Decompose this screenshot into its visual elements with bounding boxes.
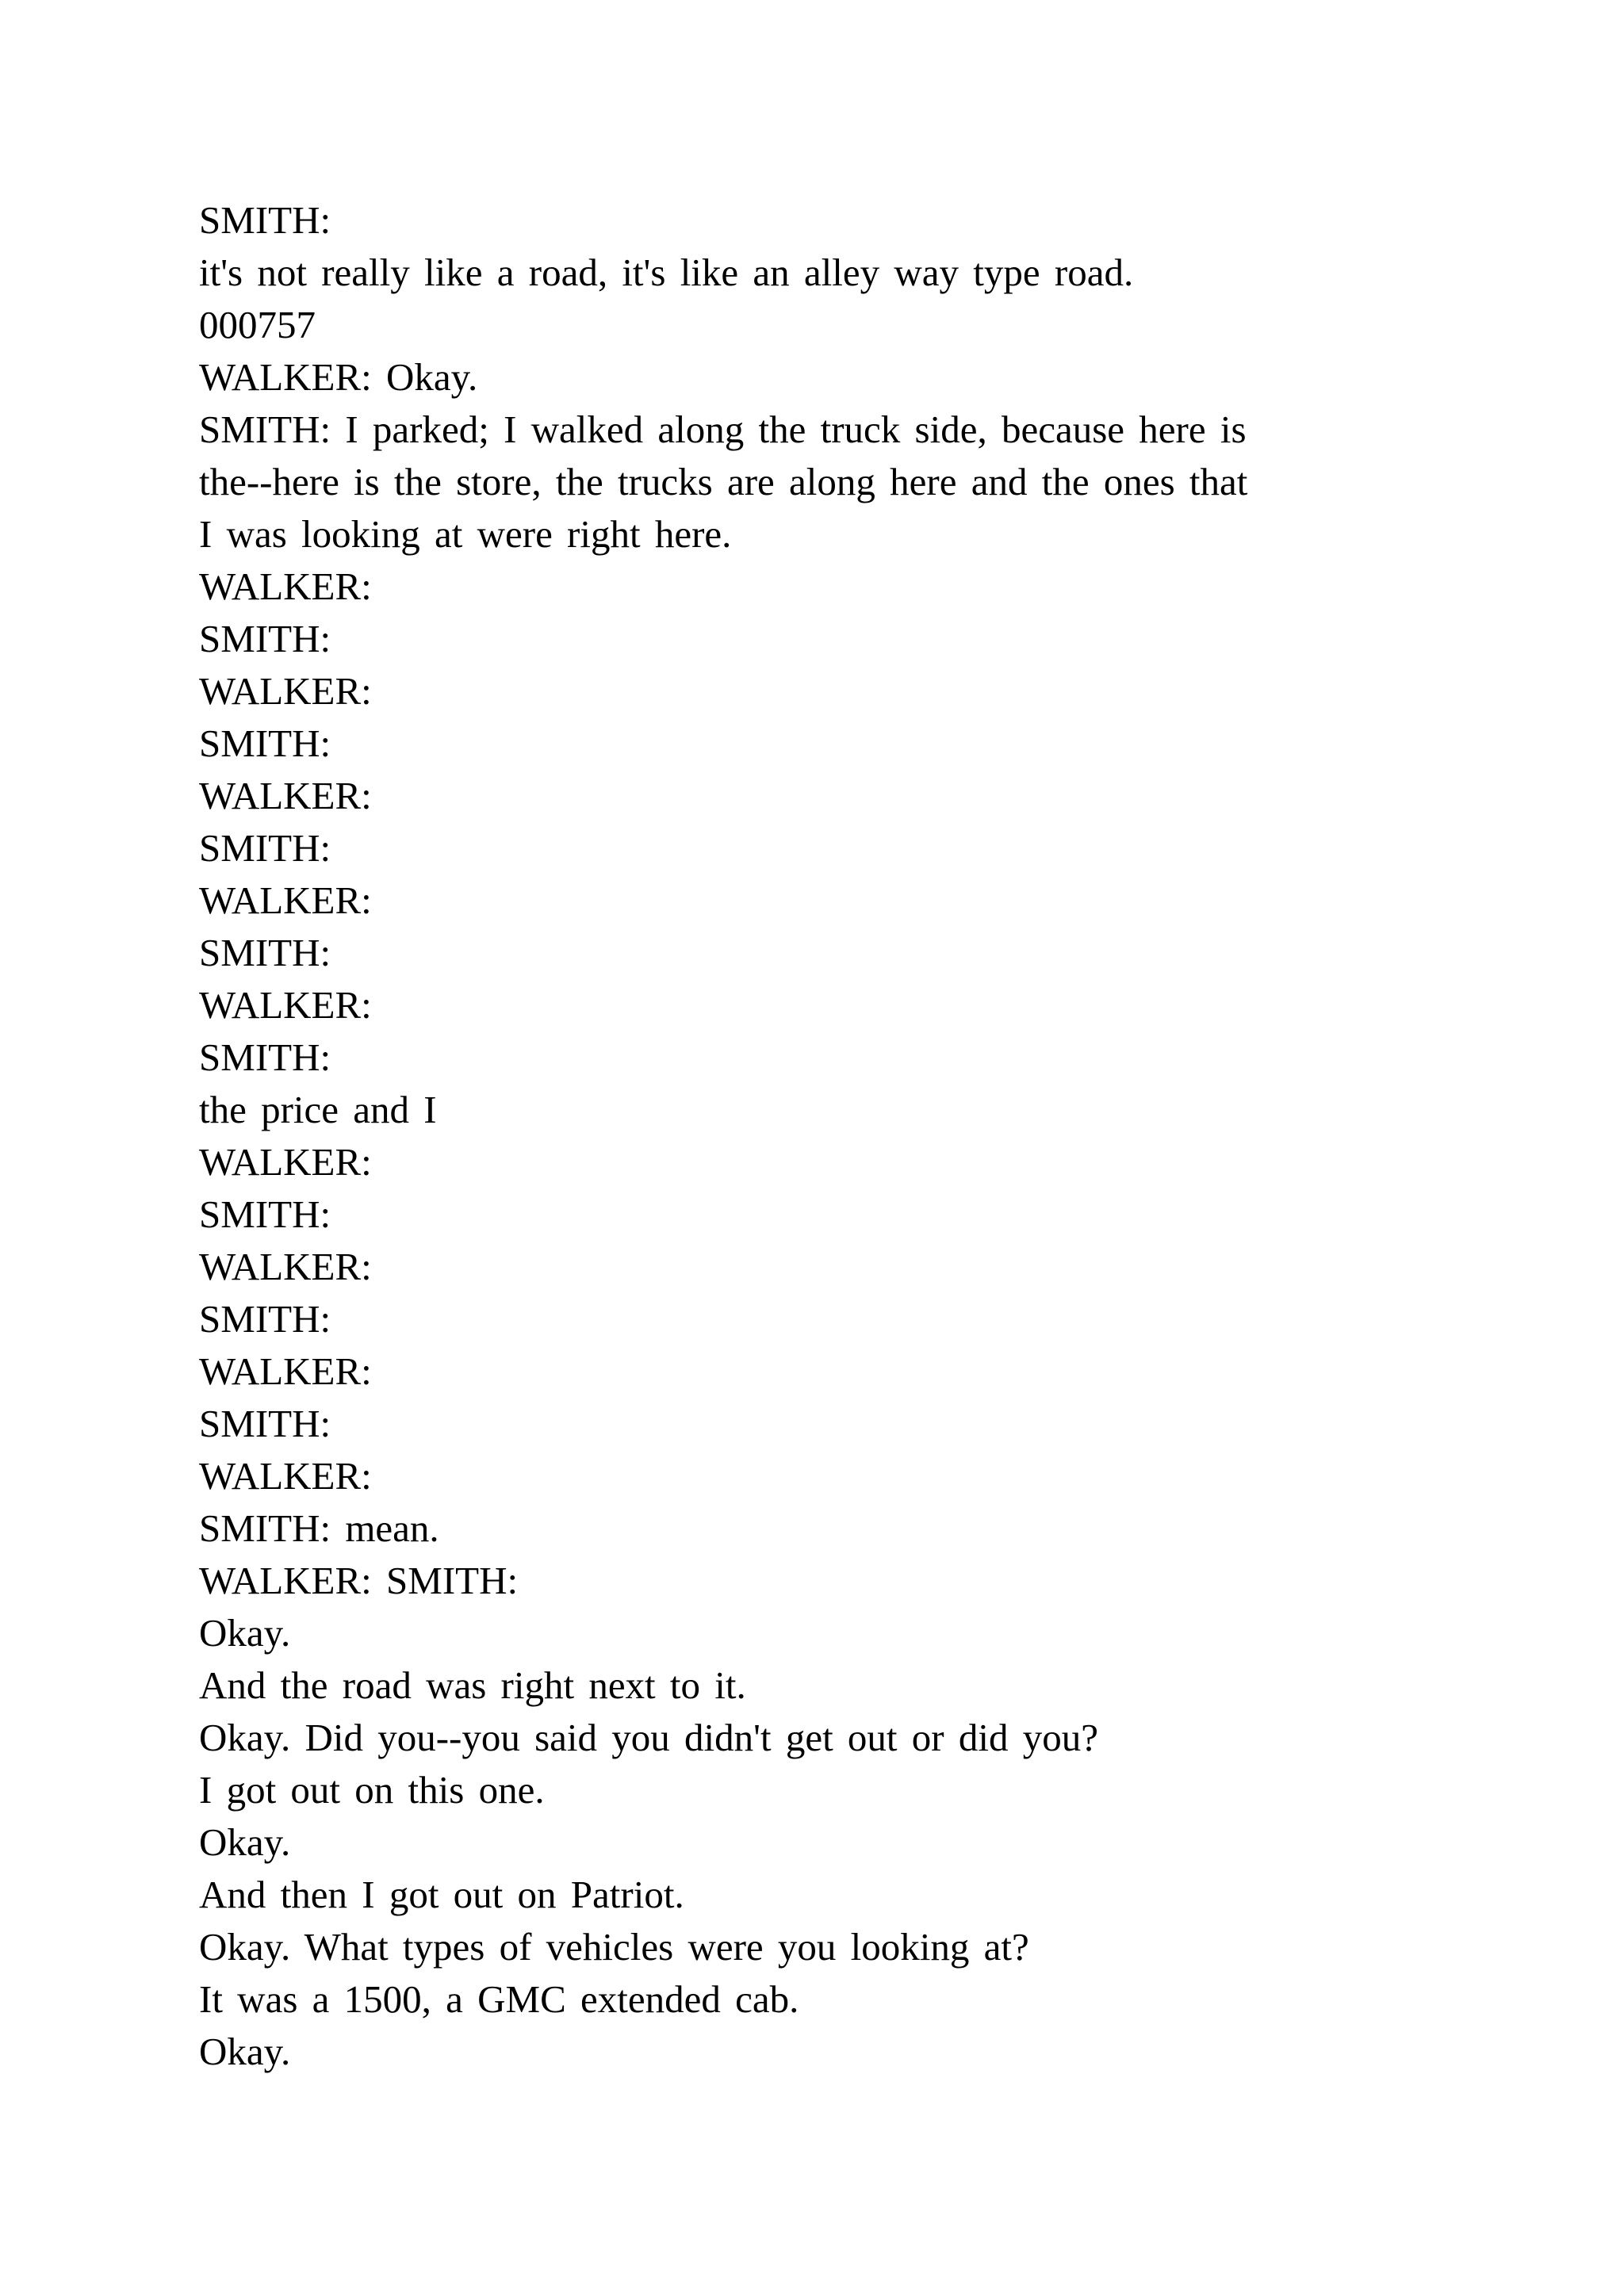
transcript-line: SMITH: I parked; I walked along the truck side, because here is xyxy=(199,408,1247,451)
transcript-line: WALKER: xyxy=(199,983,372,1027)
transcript-line: WALKER: xyxy=(199,1245,372,1288)
transcript-line: SMITH: xyxy=(199,1402,331,1445)
transcript-line: Okay. xyxy=(199,1820,291,1864)
transcript-line: WALKER: xyxy=(199,1454,372,1498)
transcript-line: SMITH: xyxy=(199,1297,331,1341)
transcript-line: it's not really like a road, it's like an alley way type road. xyxy=(199,251,1134,294)
transcript-line: I was looking at were right here. xyxy=(199,512,732,556)
transcript-line: SMITH: xyxy=(199,1035,331,1079)
transcript-line: It was a 1500, a GMC extended cab. xyxy=(199,1977,799,2021)
transcript-line: And then I got out on Patriot. xyxy=(199,1873,684,1916)
transcript-line: WALKER: Okay. xyxy=(199,355,478,399)
transcript-line: SMITH: xyxy=(199,198,331,242)
transcript-line: Okay. Did you--you said you didn't get out or did you? xyxy=(199,1716,1098,1759)
transcript-line: SMITH: xyxy=(199,721,331,765)
transcript-line: WALKER: xyxy=(199,564,372,608)
transcript-line: SMITH: xyxy=(199,826,331,870)
transcript-line: SMITH: xyxy=(199,617,331,660)
transcript-line: WALKER: xyxy=(199,1140,372,1184)
transcript-line: Okay. xyxy=(199,2030,291,2073)
transcript-line: WALKER: xyxy=(199,878,372,922)
transcript-line: the--here is the store, the trucks are along here and the ones that xyxy=(199,460,1248,503)
transcript-line: Okay. xyxy=(199,1611,291,1655)
transcript-line: And the road was right next to it. xyxy=(199,1663,746,1707)
transcript-text xyxy=(199,194,1436,2078)
transcript-line: I got out on this one. xyxy=(199,1768,545,1812)
transcript-line: WALKER: xyxy=(199,1349,372,1393)
transcript-line: SMITH: xyxy=(199,931,331,974)
transcript-line: Okay. What types of vehicles were you looking at? xyxy=(199,1925,1029,1969)
transcript-line: WALKER: SMITH: xyxy=(199,1559,519,1602)
transcript-line: SMITH: xyxy=(199,1192,331,1236)
transcript-line: SMITH: mean. xyxy=(199,1506,439,1550)
transcript-line: WALKER: xyxy=(199,774,372,817)
transcript-line: WALKER: xyxy=(199,669,372,713)
transcript-line: 000757 xyxy=(199,303,316,346)
transcript-line: the price and I xyxy=(199,1088,437,1131)
